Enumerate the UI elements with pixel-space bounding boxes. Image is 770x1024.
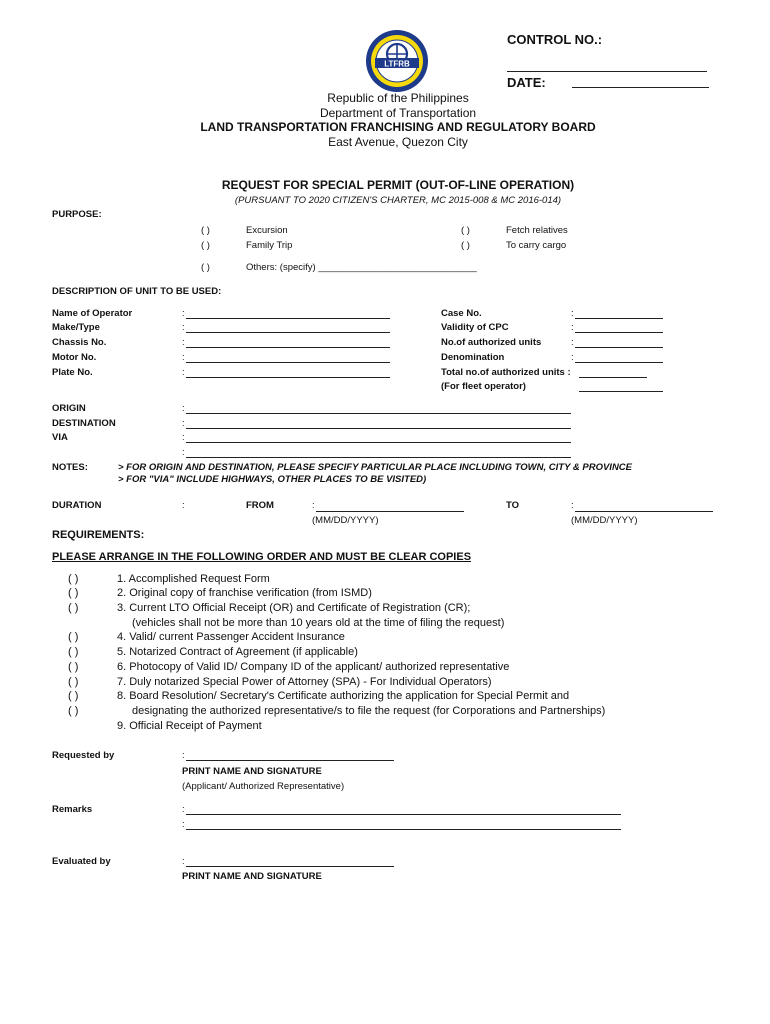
label-origin: ORIGIN xyxy=(52,403,86,414)
checkbox-req-8b[interactable]: ( ) xyxy=(68,705,79,717)
colon: : xyxy=(182,418,185,429)
purpose-label: PURPOSE: xyxy=(52,209,102,220)
colon: : xyxy=(182,403,185,414)
field-evaluated-by[interactable] xyxy=(186,866,394,867)
date-label: DATE: xyxy=(507,75,546,90)
option-carry-cargo: To carry cargo xyxy=(506,240,567,251)
field-via[interactable] xyxy=(186,442,571,443)
label-for-fleet: (For fleet operator) xyxy=(441,381,526,392)
colon: : xyxy=(571,500,574,511)
label-motor-no: Motor No. xyxy=(52,352,97,363)
colon: : xyxy=(182,856,185,867)
checkbox-carry-cargo[interactable]: ( ) xyxy=(461,240,470,251)
colon: : xyxy=(312,500,315,511)
requirement-3: 3. Current LTO Official Receipt (OR) and Certificate of Registration (CR); xyxy=(117,602,471,614)
label-destination: DESTINATION xyxy=(52,418,116,429)
requested-print-name: PRINT NAME AND SIGNATURE xyxy=(182,766,322,777)
label-plate-no: Plate No. xyxy=(52,367,93,378)
control-no-label: CONTROL NO.: xyxy=(507,32,603,47)
field-denomination[interactable] xyxy=(575,362,663,363)
checkbox-others[interactable]: ( ) xyxy=(201,262,210,273)
from-label: FROM xyxy=(246,500,274,511)
to-label: TO xyxy=(506,500,520,511)
field-for-fleet[interactable] xyxy=(579,391,663,392)
option-excursion: Excursion xyxy=(246,225,288,236)
field-total-authorized-units[interactable] xyxy=(579,377,647,378)
field-requested-by[interactable] xyxy=(186,760,394,761)
field-remarks-2[interactable] xyxy=(186,829,621,830)
colon: : xyxy=(182,819,185,830)
field-origin[interactable] xyxy=(186,413,571,414)
requirement-3-note: (vehicles shall not be more than 10 years old at the time of filing the request) xyxy=(132,617,505,629)
checkbox-req-1[interactable]: ( ) xyxy=(68,573,79,585)
checkbox-req-5[interactable]: ( ) xyxy=(68,646,79,658)
label-authorized-units: No.of authorized units xyxy=(441,337,542,348)
field-motor-no[interactable] xyxy=(186,362,390,363)
requirement-9: 9. Official Receipt of Payment xyxy=(117,720,262,732)
ltfrb-logo xyxy=(357,28,437,94)
option-others[interactable]: Others: (specify) ______________________________ xyxy=(246,262,477,273)
to-date-format: (MM/DD/YYYY) xyxy=(571,515,638,526)
requirements-instruction: PLEASE ARRANGE IN THE FOLLOWING ORDER AND MUST BE CLEAR COPIES xyxy=(52,551,472,563)
field-from-date[interactable] xyxy=(316,511,464,512)
checkbox-req-3[interactable]: ( ) xyxy=(68,602,79,614)
requirements-heading: REQUIREMENTS: xyxy=(52,529,145,541)
option-fetch-relatives: Fetch relatives xyxy=(506,225,568,236)
colon: : xyxy=(182,337,185,348)
notes-label: NOTES: xyxy=(52,462,88,473)
field-plate-no[interactable] xyxy=(186,377,390,378)
field-remarks-1[interactable] xyxy=(186,814,621,815)
colon: : xyxy=(571,352,574,363)
evaluated-print-name: PRINT NAME AND SIGNATURE xyxy=(182,871,322,882)
checkbox-req-8[interactable]: ( ) xyxy=(68,690,79,702)
colon: : xyxy=(182,352,185,363)
label-validity-cpc: Validity of CPC xyxy=(441,322,509,333)
form-title: REQUEST FOR SPECIAL PERMIT (OUT-OF-LINE OPERATION) xyxy=(221,178,575,192)
header-republic: Republic of the Philippines xyxy=(327,91,469,105)
requirement-8-cont: designating the authorized representative/s to file the request (for Corporations and Partnerships) xyxy=(132,705,606,717)
colon: : xyxy=(571,337,574,348)
colon: : xyxy=(182,447,185,458)
colon: : xyxy=(182,500,185,511)
requirement-4: 4. Valid/ current Passenger Accident Insurance xyxy=(117,631,345,643)
requirement-6: 6. Photocopy of Valid ID/ Company ID of the applicant/ authorized representative xyxy=(117,661,510,673)
requirement-2: 2. Original copy of franchise verification (from ISMD) xyxy=(117,587,372,599)
label-case-no: Case No. xyxy=(441,308,482,319)
evaluated-by-label: Evaluated by xyxy=(52,856,111,867)
field-validity-cpc[interactable] xyxy=(575,332,663,333)
requirement-8: 8. Board Resolution/ Secretary's Certificate authorizing the application for Special Permit and xyxy=(117,690,570,702)
colon: : xyxy=(182,367,185,378)
header-department: Department of Transportation xyxy=(319,106,477,120)
note-origin-destination: > FOR ORIGIN AND DESTINATION, PLEASE SPECIFY PARTICULAR PLACE INCLUDING TOWN, CITY & PROVINCE xyxy=(118,462,633,473)
field-chassis-no[interactable] xyxy=(186,347,390,348)
checkbox-family-trip[interactable]: ( ) xyxy=(201,240,210,251)
requirement-1: 1. Accomplished Request Form xyxy=(117,573,270,585)
field-to-date[interactable] xyxy=(575,511,713,512)
requested-by-label: Requested by xyxy=(52,750,115,761)
requirement-7: 7. Duly notarized Special Power of Attorney (SPA) - For Individual Operators) xyxy=(117,676,492,688)
header-address: East Avenue, Quezon City xyxy=(328,135,468,149)
label-chassis-no: Chassis No. xyxy=(52,337,107,348)
date-field[interactable] xyxy=(572,87,709,88)
unit-heading: DESCRIPTION OF UNIT TO BE USED: xyxy=(52,286,222,297)
label-denomination: Denomination xyxy=(441,352,505,363)
remarks-label: Remarks xyxy=(52,804,93,815)
label-name-of-operator: Name of Operator xyxy=(52,308,133,319)
label-via: VIA xyxy=(52,432,68,443)
field-make-type[interactable] xyxy=(186,332,390,333)
colon: : xyxy=(571,308,574,319)
checkbox-req-6[interactable]: ( ) xyxy=(68,661,79,673)
colon: : xyxy=(182,432,185,443)
applicant-representative: (Applicant/ Authorized Representative) xyxy=(182,781,345,792)
control-no-field[interactable] xyxy=(507,71,707,72)
checkbox-req-2[interactable]: ( ) xyxy=(68,587,79,599)
colon: : xyxy=(571,322,574,333)
checkbox-req-7[interactable]: ( ) xyxy=(68,676,79,688)
from-date-format: (MM/DD/YYYY) xyxy=(312,515,379,526)
note-via: > FOR "VIA" INCLUDE HIGHWAYS, OTHER PLACES TO BE VISITED) xyxy=(118,474,427,485)
checkbox-excursion[interactable]: ( ) xyxy=(201,225,210,236)
label-make-type: Make/Type xyxy=(52,322,100,333)
form-subtitle: (PURSUANT TO 2020 CITIZEN'S CHARTER, MC 2015-008 & MC 2016-014) xyxy=(234,195,562,206)
option-family-trip: Family Trip xyxy=(246,240,293,251)
colon: : xyxy=(182,804,185,815)
requirement-5: 5. Notarized Contract of Agreement (if applicable) xyxy=(117,646,358,658)
svg-text:LTFRB: LTFRB xyxy=(384,59,410,69)
label-total-authorized-units: Total no.of authorized units : xyxy=(441,367,571,378)
header-agency: LAND TRANSPORTATION FRANCHISING AND REGULATORY BOARD xyxy=(200,120,596,134)
field-destination[interactable] xyxy=(186,428,571,429)
field-authorized-units[interactable] xyxy=(575,347,663,348)
colon: : xyxy=(182,322,185,333)
duration-label: DURATION xyxy=(52,500,102,511)
checkbox-fetch-relatives[interactable]: ( ) xyxy=(461,225,470,236)
field-case-no[interactable] xyxy=(575,318,663,319)
colon: : xyxy=(182,308,185,319)
checkbox-req-4[interactable]: ( ) xyxy=(68,631,79,643)
field-name-of-operator[interactable] xyxy=(186,318,390,319)
field-via-2[interactable] xyxy=(186,457,571,458)
colon: : xyxy=(182,750,185,761)
